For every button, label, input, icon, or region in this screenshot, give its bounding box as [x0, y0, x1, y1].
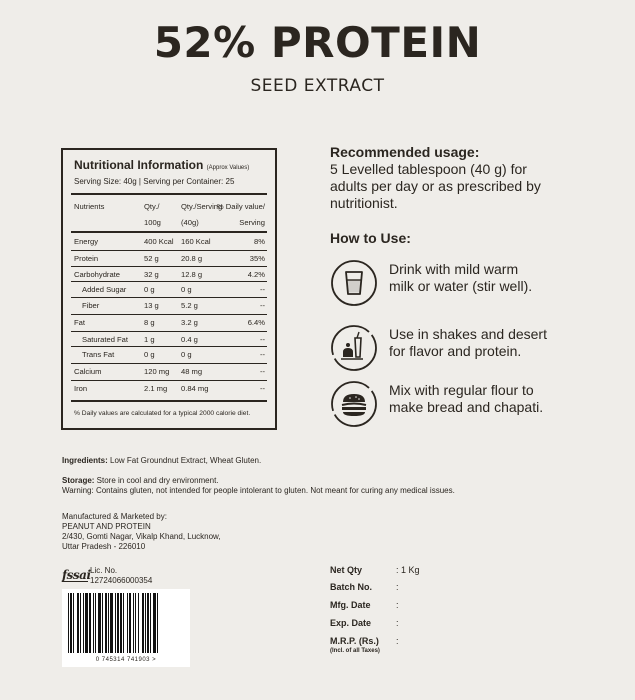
nutrient-qty: 13 g	[144, 301, 159, 310]
how-to-line: for flavor and protein.	[389, 343, 522, 359]
table-row	[74, 318, 265, 332]
row-divider	[71, 297, 267, 298]
nutrient-serving: 20.8 g	[181, 254, 203, 263]
barcode-bar	[135, 593, 136, 653]
divider	[71, 193, 267, 195]
barcode	[62, 589, 190, 667]
how-to-line: milk or water (stir well).	[389, 278, 533, 294]
barcode-bar	[115, 593, 116, 653]
barcode-bar	[105, 593, 107, 653]
nutrient-dv: 6.4%	[247, 318, 265, 327]
nutrient-dv: --	[259, 301, 265, 310]
ingredients	[62, 456, 261, 466]
nutrient-qty: 120 mg	[144, 367, 170, 376]
barcode-bar	[127, 593, 128, 653]
pack-info-label: Net Qty	[330, 565, 363, 575]
barcode-bar	[110, 593, 113, 653]
storage-text: Store in cool and dry environment.	[94, 476, 219, 485]
row-divider	[71, 314, 267, 315]
pack-info-label: Mfg. Date	[330, 600, 371, 610]
nutrient-dv: --	[259, 285, 265, 294]
nutrient-dv: --	[259, 384, 265, 393]
barcode-bar	[89, 593, 91, 653]
how-to-item	[330, 259, 620, 309]
usage-line: adults per day or as prescribed by	[330, 178, 541, 194]
glass-icon	[330, 259, 378, 307]
nutrient-dv: 8%	[254, 237, 265, 246]
nutrient-serving: 0.4 g	[181, 335, 198, 344]
nutrient-qty: 400 Kcal	[144, 237, 174, 246]
nutrient-dv: --	[259, 367, 265, 376]
warning-text: Warning: Contains gluten, not intended for people intolerant to gluten. Not meant for curing any medical issues.	[62, 486, 455, 495]
barcode-bar	[95, 593, 96, 653]
nutrient-name: Saturated Fat	[82, 335, 129, 344]
row-divider	[71, 281, 267, 282]
barcode-bar	[120, 593, 122, 653]
nutrition-title	[74, 158, 249, 172]
usage-text	[330, 161, 630, 212]
nutrient-serving: 0 g	[181, 350, 192, 359]
mrp-note: (Incl. of all Taxes)	[330, 648, 380, 654]
how-to-item	[330, 324, 620, 374]
product-title: 52% PROTEIN	[153, 18, 482, 67]
nutrient-name: Trans Fat	[82, 350, 115, 359]
table-row	[74, 350, 265, 364]
ingredients-label: Ingredients:	[62, 456, 108, 465]
nutrient-dv: 4.2%	[247, 270, 265, 279]
how-to-text	[389, 326, 609, 360]
pack-info-value: :	[396, 582, 399, 592]
how-to-heading: How to Use:	[330, 230, 411, 246]
nutrient-qty: 0 g	[144, 285, 155, 294]
nutrient-serving: 3.2 g	[181, 318, 198, 327]
pack-info-label: Batch No.	[330, 582, 373, 592]
pack-info-value: : 1 Kg	[396, 565, 420, 575]
how-to-line: Mix with regular flour to	[389, 382, 534, 398]
nutrient-serving: 48 mg	[181, 367, 203, 376]
table-header-row-bottom	[74, 218, 265, 232]
dessert-icon	[330, 324, 378, 372]
nutrient-serving: 0 g	[181, 285, 192, 294]
barcode-bar	[68, 593, 69, 653]
nutrition-title-text: Nutritional Information	[74, 158, 204, 172]
manufacturer	[62, 512, 221, 552]
barcode-bar	[102, 593, 103, 653]
nutrient-name: Fat	[74, 318, 85, 327]
nutrient-qty: 8 g	[144, 318, 155, 327]
nutrient-dv: --	[259, 350, 265, 359]
how-to-line: Drink with mild warm	[389, 261, 519, 277]
nutrient-name: Added Sugar	[82, 285, 127, 294]
manufacturer-line: 2/430, Gomti Nagar, Vikalp Khand, Lucknow,	[62, 532, 221, 541]
barcode-bar	[80, 593, 81, 653]
nutrient-name: Calcium	[74, 367, 102, 376]
barcode-bar	[145, 593, 146, 653]
barcode-digits: 0 745314 741903 >	[95, 657, 157, 663]
col-nutrients: Nutrients	[74, 202, 105, 211]
col-dv: % Daily value/	[216, 202, 265, 211]
table-row	[74, 237, 265, 251]
col-serving-unit: (40g)	[181, 218, 199, 227]
nutrient-name: Carbohydrate	[74, 270, 121, 279]
table-row	[74, 367, 265, 381]
col-qty: Qty./	[144, 202, 160, 211]
nutrient-qty: 52 g	[144, 254, 159, 263]
nutrient-qty: 32 g	[144, 270, 159, 279]
barcode-bar	[93, 593, 94, 653]
table-row	[74, 301, 265, 315]
nutrient-qty: 0 g	[144, 350, 155, 359]
nutrient-name: Protein	[74, 254, 99, 263]
barcode-bar	[153, 593, 156, 653]
serving-info: Serving Size: 40g | Serving per Container: 25	[74, 177, 235, 186]
table-header-row-top	[74, 202, 265, 216]
barcode-bar	[129, 593, 131, 653]
row-divider	[71, 266, 267, 267]
manufacturer-line: Manufactured & Marketed by:	[62, 512, 167, 521]
storage-label: Storage:	[62, 476, 95, 485]
barcode-bar	[157, 593, 158, 653]
row-divider	[71, 250, 267, 251]
barcode-bar	[108, 593, 109, 653]
nutrient-name: Iron	[74, 384, 88, 393]
usage-line: 5 Levelled tablespoon (40 g) for	[330, 161, 527, 177]
usage-heading: Recommended usage:	[330, 144, 480, 160]
product-subtitle: SEED EXTRACT	[250, 76, 385, 96]
fssai-logo-text: fssai	[62, 568, 91, 582]
row-divider	[71, 346, 267, 347]
manufacturer-name: PEANUT AND PROTEIN	[62, 522, 151, 531]
barcode-bar	[73, 593, 74, 653]
pack-info-value: :	[396, 618, 399, 628]
how-to-text	[389, 382, 609, 416]
barcode-bar	[123, 593, 124, 653]
barcode-bar	[85, 593, 88, 653]
barcode-bar	[138, 593, 139, 653]
col-serving: Qty./Serving	[181, 202, 223, 211]
divider	[71, 231, 267, 233]
how-to-line: Use in shakes and desert	[389, 326, 547, 342]
barcode-bar	[77, 593, 79, 653]
row-divider	[71, 380, 267, 381]
table-row	[74, 384, 265, 398]
nutrient-qty: 2.1 mg	[144, 384, 168, 393]
barcode-bar	[98, 593, 101, 653]
pack-info-label: M.R.P. (Rs.)	[330, 636, 379, 646]
row-divider	[71, 363, 267, 364]
usage-line: nutritionist.	[330, 195, 398, 211]
nutrition-title-note: (Approx Values)	[206, 165, 250, 171]
pack-info-label: Exp. Date	[330, 618, 372, 628]
how-to-line: make bread and chapati.	[389, 399, 544, 415]
barcode-bar	[147, 593, 149, 653]
pack-info-value: :	[396, 600, 399, 610]
bread-icon	[330, 380, 378, 428]
barcode-bars	[62, 589, 190, 655]
nutrient-serving: 12.8 g	[181, 270, 203, 279]
nutrient-serving: 5.2 g	[181, 301, 198, 310]
nutrient-serving: 0.84 mg	[181, 384, 209, 393]
col-qty-unit: 100g	[144, 218, 161, 227]
storage	[62, 476, 219, 486]
row-divider	[71, 331, 267, 332]
nutrition-table	[61, 148, 277, 430]
nutrient-qty: 1 g	[144, 335, 155, 344]
divider	[71, 400, 267, 402]
nutrient-name: Energy	[74, 237, 99, 246]
how-to-text	[389, 261, 609, 295]
col-dv-unit: Serving	[239, 218, 265, 227]
manufacturer-line: Uttar Pradesh - 226010	[62, 542, 146, 551]
barcode-bar	[117, 593, 119, 653]
fssai-lic-label: Lic. No.	[90, 566, 118, 575]
barcode-bar	[142, 593, 144, 653]
barcode-bar	[150, 593, 151, 653]
fssai-license	[90, 566, 152, 586]
nutrient-dv: --	[259, 335, 265, 344]
nutrient-dv: 35%	[249, 254, 265, 263]
nutrition-footnote: % Daily values are calculated for a typical 2000 calorie diet.	[74, 410, 251, 417]
nutrient-serving: 160 Kcal	[181, 237, 211, 246]
nutrient-name: Fiber	[82, 301, 100, 310]
fssai-logo	[62, 566, 90, 584]
barcode-bar	[70, 593, 72, 653]
barcode-bar	[83, 593, 84, 653]
how-to-item	[330, 380, 620, 430]
ingredients-text: Low Fat Groundnut Extract, Wheat Gluten.	[107, 456, 262, 465]
barcode-bar	[133, 593, 134, 653]
fssai-lic-number: 12724066000354	[90, 576, 153, 585]
pack-info-value: :	[396, 636, 399, 646]
